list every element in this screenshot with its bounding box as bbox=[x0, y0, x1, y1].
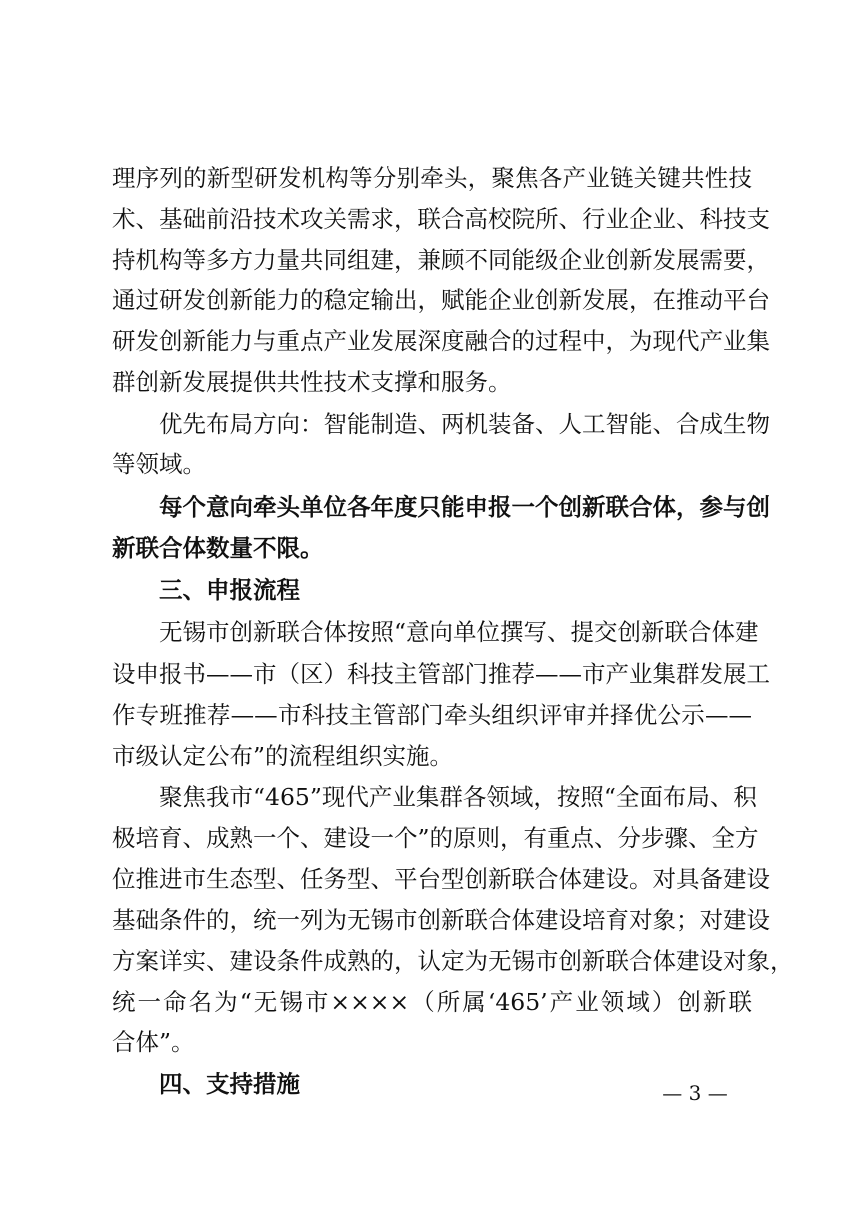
paragraph-line: 聚焦我市“465”现代产业集群各领域，按照“全面布局、积 bbox=[159, 783, 757, 811]
paragraph-line: 设申报书——市（区）科技主管部门推荐——市产业集群发展工 bbox=[112, 660, 770, 688]
paragraph-line: 持机构等多方力量共同组建，兼顾不同能级企业创新发展需要， bbox=[112, 246, 770, 274]
paragraph-line: 作专班推荐——市科技主管部门牵头组织评审并择优公示—— bbox=[112, 701, 752, 729]
section-heading: 三、申报流程 bbox=[159, 576, 300, 604]
bold-paragraph-line: 新联合体数量不限。 bbox=[112, 534, 324, 562]
bold-paragraph-line: 每个意向牵头单位各年度只能申报一个创新联合体，参与创 bbox=[159, 493, 770, 521]
paragraph-line: 理序列的新型研发机构等分别牵头，聚焦各产业链关键共性技 bbox=[112, 164, 752, 192]
paragraph-line: 群创新发展提供共性技术支撑和服务。 bbox=[112, 368, 512, 396]
paragraph-line: 无锡市创新联合体按照“意向单位撰写、提交创新联合体建 bbox=[159, 618, 759, 646]
paragraph-line: 基础条件的，统一列为无锡市创新联合体建设培育对象；对建设 bbox=[112, 906, 770, 934]
paragraph-line: 术、基础前沿技术攻关需求，联合高校院所、行业企业、科技支 bbox=[112, 205, 770, 233]
paragraph-line: 位推进市生态型、任务型、平台型创新联合体建设。对具备建设 bbox=[112, 865, 770, 893]
paragraph-line: 研发创新能力与重点产业发展深度融合的过程中，为现代产业集 bbox=[112, 327, 770, 355]
paragraph-line: 合体”。 bbox=[112, 1028, 195, 1056]
paragraph-line: 优先布局方向：智能制造、两机装备、人工智能、合成生物 bbox=[159, 410, 770, 438]
page-number: — 3 — bbox=[662, 1081, 728, 1105]
paragraph-line: 极培育、成熟一个、建设一个”的原则，有重点、分步骤、全方 bbox=[112, 824, 759, 852]
paragraph-line: 通过研发创新能力的稳定输出，赋能企业创新发展，在推动平台 bbox=[112, 286, 770, 314]
section-heading: 四、支持措施 bbox=[159, 1070, 300, 1098]
paragraph-line: 方案详实、建设条件成熟的，认定为无锡市创新联合体建设对象， bbox=[112, 947, 794, 975]
paragraph-line: 统一命名为“无锡市××××（所属‘465’产业领域）创新联 bbox=[112, 988, 752, 1016]
paragraph-line: 等领域。 bbox=[112, 450, 206, 478]
paragraph-line: 市级认定公布”的流程组织实施。 bbox=[112, 742, 454, 770]
